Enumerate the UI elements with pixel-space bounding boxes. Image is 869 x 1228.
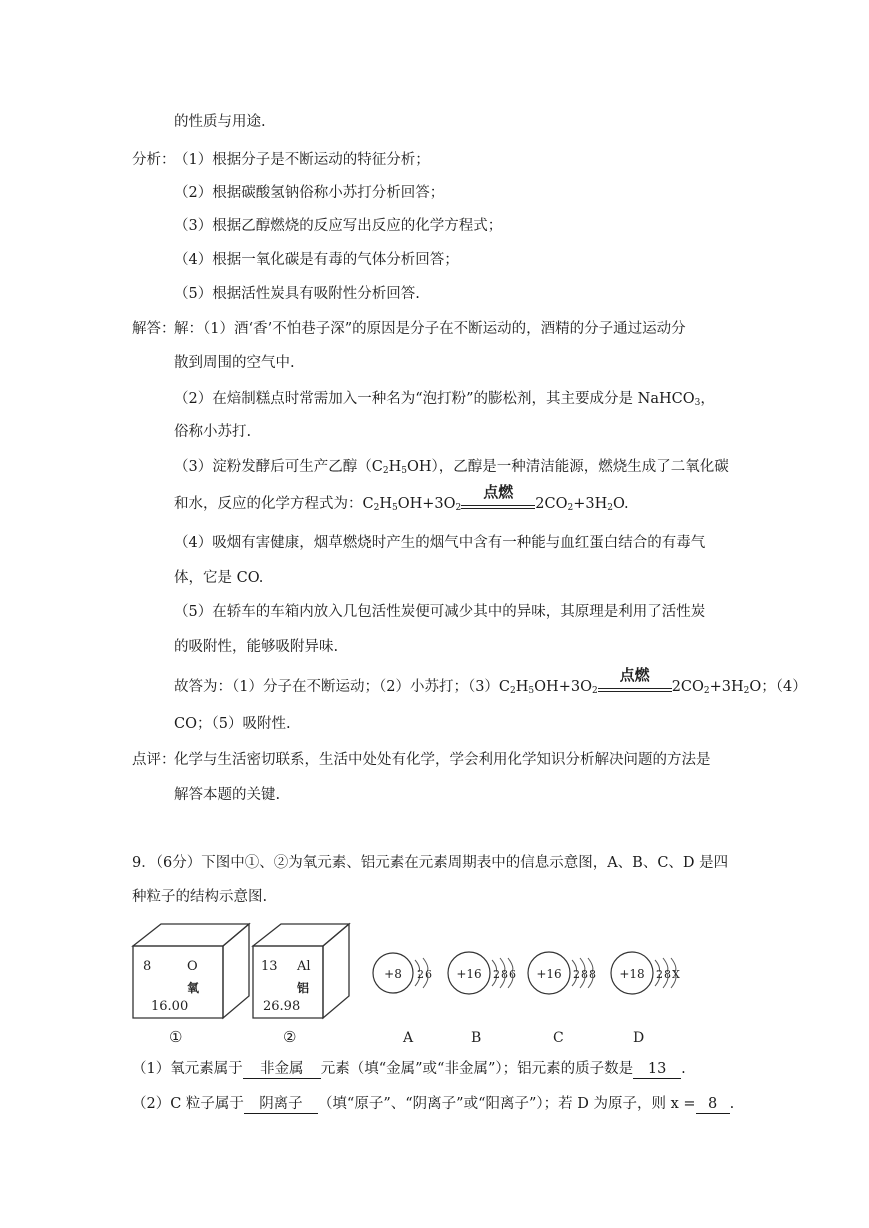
q9-sub1-answer-1: 非金属 [243, 1060, 321, 1079]
q9-sub1 [132, 1059, 686, 1079]
q9-sub1-text-a: （1）氧元素属于 [132, 1061, 243, 1077]
solution-p3-line1 [174, 457, 729, 477]
ans-5: +3H [709, 679, 744, 695]
particle-a-shell-1: 2 [417, 968, 424, 981]
particle-c-diagram [528, 952, 596, 1046]
oxygen-atomic-number: 8 [143, 959, 152, 974]
p3a-s1: 2 [382, 466, 389, 476]
particle-b-shell-1: 2 [493, 968, 500, 981]
particle-d-nucleus: +18 [619, 967, 645, 981]
particle-a-nucleus: +8 [384, 967, 402, 981]
p3a-2: H [388, 459, 402, 475]
particle-b-caption: B [471, 1030, 482, 1046]
particle-c-caption: C [553, 1030, 564, 1046]
q9-sub2-answer-1: 阴离子 [244, 1095, 318, 1114]
analysis-item-5: （5）根据活性炭具有吸附性分析回答. [174, 286, 420, 302]
p3b-s3: 2 [455, 503, 462, 513]
particle-b-diagram [448, 952, 516, 1046]
particle-d-shell-1: 2 [656, 968, 663, 981]
q9-stem-line1: 9．（6分）下图中①、②为氧元素、铝元素在元素周期表中的信息示意图，A、B、C、D 是四 [132, 855, 729, 871]
q9-stem-line2: 种粒子的结构示意图. [132, 889, 268, 905]
p3b-3: OH+3O [397, 496, 456, 512]
continuation-text: 的性质与用途. [174, 114, 266, 130]
p3b-4: 2CO [535, 496, 568, 512]
p3a-1: （3）淀粉发酵后可生产乙醇（C [174, 459, 383, 475]
particle-c-shell-2: 8 [581, 968, 588, 981]
aluminum-atomic-number: 13 [261, 959, 278, 974]
q9-figure [125, 918, 715, 1046]
aluminum-symbol: Al [297, 959, 311, 974]
solution-p2-line1 [174, 389, 715, 409]
reaction-arrow-2 [598, 666, 672, 697]
p3b-1: 和水，反应的化学方程式为：C [174, 496, 374, 512]
particle-c-shell-3: 8 [589, 968, 596, 981]
q9-sub1-text-b: 元素（填“金属”或“非金属”）；铝元素的质子数是 [320, 1061, 634, 1077]
particle-d-caption: D [633, 1030, 645, 1046]
q9-sub2-text-c: . [729, 1096, 735, 1112]
p3a-s2: 5 [401, 466, 407, 476]
aluminum-atomic-mass: 26.98 [263, 999, 301, 1014]
analysis-item-2: （2）根据碳酸氢钠俗称小苏打分析回答； [174, 185, 445, 201]
solution-p5-line2: 的吸附性，能够吸附异味. [174, 639, 339, 655]
ans-4: 2CO [671, 679, 704, 695]
p3b-5: +3H [573, 496, 608, 512]
ans-s3: 2 [591, 686, 598, 696]
particle-d-diagram [611, 952, 680, 1046]
solution-p4-line1: （4）吸烟有害健康，烟草燃烧时产生的烟气中含有一种能与血红蛋白结合的有毒气 [174, 535, 706, 551]
ans-s1: 2 [510, 686, 516, 696]
solution-p1-line1: 解：（1）酒‘香’不怕巷子深”的原因是分子在不断运动的，酒精的分子通过运动分 [174, 321, 686, 337]
oxygen-atomic-mass: 16.00 [151, 999, 189, 1014]
reaction-arrow [461, 483, 535, 514]
ans-1: 故答为：（1）分子在不断运动；（2）小苏打；（3）C [174, 679, 511, 695]
comment-label: 点评： [132, 752, 176, 768]
q9-sub2-text-b: （填“原子”、“阴离子”或“阳离子”）；若 D 为原子，则 x = [317, 1096, 696, 1112]
particle-a-diagram [373, 953, 432, 1046]
solution-label: 解答： [132, 321, 176, 337]
solution-p2-line2: 俗称小苏打. [174, 424, 252, 440]
q9-sub2-answer-2: 8 [696, 1095, 730, 1114]
solution-p3-line2 [174, 483, 629, 514]
particle-d-shell-2: 8 [664, 968, 671, 981]
q9-sub2 [132, 1094, 734, 1114]
particle-b-shell-3: 6 [509, 968, 516, 981]
aluminum-name: 铝 [297, 981, 310, 995]
p3a-3: OH），乙醇是一种清洁能源，燃烧生成了二氧化碳 [406, 459, 729, 475]
p3b-2: H [379, 496, 392, 512]
ans-2: H [515, 679, 529, 695]
p2-sub: 3 [694, 398, 701, 408]
q9-sub1-answer-2: 13 [633, 1060, 681, 1079]
particle-c-shell-1: 2 [573, 968, 580, 981]
p3b-s1: 2 [373, 503, 380, 513]
particle-b-nucleus: +16 [456, 967, 482, 981]
particle-c-nucleus: +16 [536, 967, 562, 981]
solution-p1-line2: 散到周围的空气中. [174, 355, 295, 371]
ans-3: OH+3O [534, 679, 592, 695]
p2-text: （2）在焙制糕点时常需加入一种名为“泡打粉”的膨松剂，其主要成分是 NaHCO [174, 391, 695, 407]
ans-6: O；（4） [749, 679, 807, 695]
oxygen-caption: ① [169, 1028, 183, 1046]
p3b-s4: 2 [567, 503, 574, 513]
p3b-s5: 2 [607, 503, 613, 513]
ans-s2: 5 [528, 686, 535, 696]
reaction-condition: 点燃 [483, 483, 514, 501]
final-answer-line1 [174, 666, 807, 697]
particle-a-shell-2: 6 [425, 968, 432, 981]
p3b-s2: 5 [391, 503, 398, 513]
reaction-condition-2: 点燃 [619, 666, 650, 684]
solution-p4-line2: 体，它是 CO. [174, 570, 264, 586]
ans-s5: 2 [743, 686, 750, 696]
aluminum-caption: ② [283, 1028, 297, 1046]
analysis-item-4: （4）根据一氧化碳是有毒的气体分析回答； [174, 252, 459, 268]
particle-a-caption: A [403, 1030, 414, 1046]
p2-end: ， [700, 391, 715, 407]
p3b-6: O. [612, 496, 629, 512]
oxygen-symbol: O [187, 959, 198, 974]
q9-sub2-text-a: （2）C 粒子属于 [132, 1096, 244, 1112]
ans-s4: 2 [703, 686, 710, 696]
particle-b-shell-2: 8 [501, 968, 508, 981]
analysis-label: 分析： [132, 152, 176, 168]
comment-line2: 解答本题的关键. [174, 787, 281, 803]
analysis-item-3: （3）根据乙醇燃烧的反应写出反应的化学方程式； [174, 218, 503, 234]
final-answer-line2: CO；（5）吸附性. [174, 716, 291, 732]
oxygen-name: 氧 [187, 981, 200, 995]
comment-line1: 化学与生活密切联系，生活中处处有化学，学会利用化学知识分析解决问题的方法是 [174, 752, 711, 768]
particle-d-shell-3: X [672, 968, 680, 981]
solution-p5-line1: （5）在轿车的车箱内放入几包活性炭便可减少其中的异味，其原理是利用了活性炭 [174, 604, 706, 620]
q9-sub1-text-c: . [681, 1061, 686, 1077]
analysis-item-1: （1）根据分子是不断运动的特征分析； [174, 152, 430, 168]
